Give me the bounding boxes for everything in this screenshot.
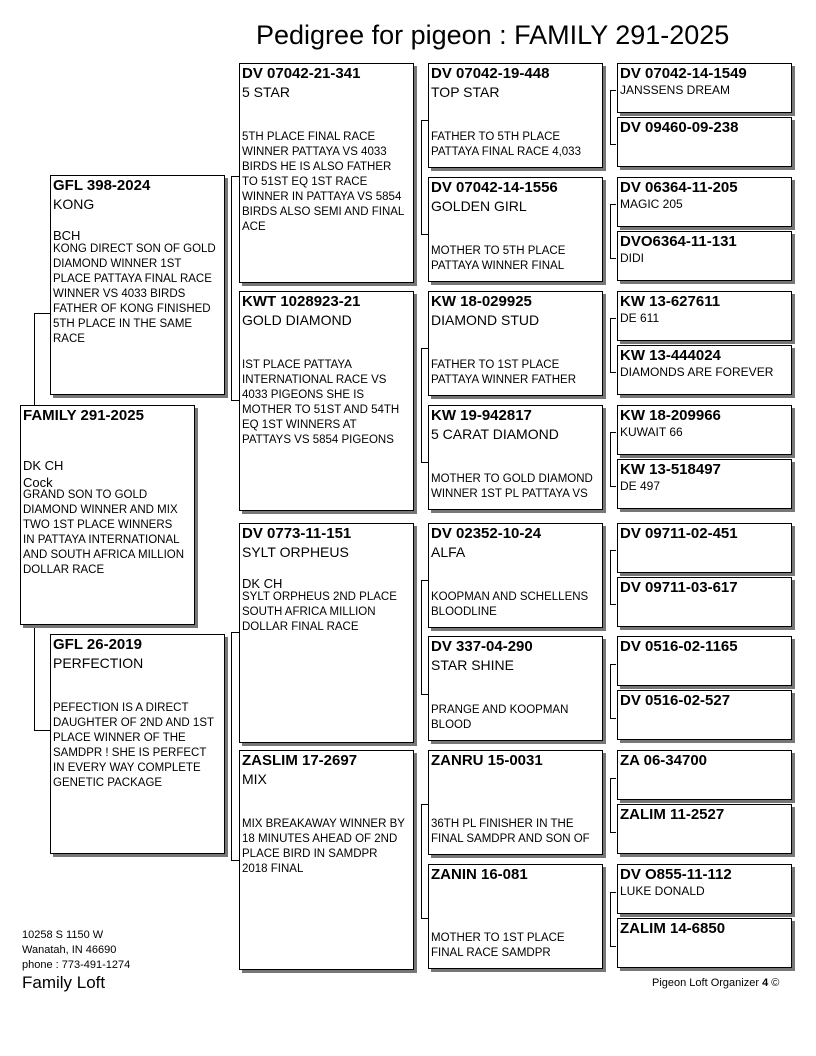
connector-line [231, 400, 239, 401]
gen4-name: DE 611 [620, 311, 660, 325]
gen4-box[interactable] [617, 63, 792, 113]
connector-line [231, 632, 239, 633]
sire-color: BCH [53, 228, 81, 243]
gen4-name: MAGIC 205 [620, 197, 683, 211]
connector-line [610, 144, 616, 145]
gen4-box[interactable] [617, 291, 792, 341]
connector-line [421, 580, 422, 694]
gen4-box[interactable] [617, 231, 792, 281]
gen4-ring: KW 13-627611 [620, 293, 721, 310]
dam-ring: GFL 26-2019 [53, 636, 142, 653]
dam-name: PERFECTION [53, 655, 144, 671]
connector-line [610, 318, 616, 319]
gen4-box[interactable] [617, 636, 792, 686]
connector-line [34, 628, 35, 730]
gen4-box[interactable] [617, 804, 792, 854]
gen4-ring: KW 18-209966 [620, 407, 721, 424]
great-grandparent-box[interactable] [428, 291, 603, 396]
gen4-ring: ZA 06-34700 [620, 752, 707, 769]
connector-line [610, 664, 611, 718]
great-grandparent-name: GOLDEN GIRL [431, 198, 527, 214]
grandparent-notes: SYLT ORPHEUS 2ND PLACE SOUTH AFRICA MILLION DOLLAR FINAL RACE [242, 591, 397, 633]
great-grandparent-notes: MOTHER TO GOLD DIAMOND WINNER 1ST PL PATTAYA VS [431, 473, 593, 500]
great-grandparent-box[interactable] [428, 405, 603, 510]
gen4-box[interactable] [617, 345, 792, 395]
footer-copyright: © [771, 977, 780, 989]
great-grandparent-ring: DV 07042-19-448 [431, 65, 550, 82]
grandparent-ring: ZASLIM 17-2697 [242, 752, 358, 769]
connector-line [231, 860, 239, 861]
gen4-box[interactable] [617, 918, 792, 968]
grandparent-box[interactable] [239, 523, 414, 743]
connector-line [610, 604, 616, 605]
dam-notes: PEFECTION IS A DIRECT DAUGHTER OF 2ND AND 1ST PLACE WINNER OF THE SAMDPR ! SHE IS PERFECT IN EVERY WAY COMPLETE GENETIC PACKAGE [53, 702, 215, 789]
gen4-ring: ZALIM 11-2527 [620, 806, 725, 823]
great-grandparent-name: 5 CARAT DIAMOND [431, 426, 559, 442]
gen4-box[interactable] [617, 690, 792, 740]
grandparent-name: GOLD DIAMOND [242, 312, 352, 328]
grandparent-ring: DV 0773-11-151 [242, 525, 352, 542]
gen4-name: DE 497 [620, 479, 661, 493]
grandparent-notes: 5TH PLACE FINAL RACE WINNER PATTAYA VS 4033 BIRDS HE IS ALSO FATHER TO 51ST EQ 1ST RACE WINNER IN PATTAYA VS 5854 BIRDS ALSO SEMI AND FINAL ACE [242, 131, 405, 233]
gen4-ring: DV 06364-11-205 [620, 179, 738, 196]
great-grandparent-notes: MOTHER TO 1ST PLACE FINAL RACE SAMDPR [431, 932, 565, 959]
connector-line [610, 486, 616, 487]
subject-box[interactable] [20, 405, 195, 625]
dam-box[interactable] [50, 634, 225, 854]
connector-line [421, 348, 422, 462]
gen4-box[interactable] [617, 117, 792, 167]
great-grandparent-name: ALFA [431, 544, 466, 560]
gen4-ring: DV 0516-02-1165 [620, 638, 738, 655]
connector-line [610, 204, 616, 205]
great-grandparent-box[interactable] [428, 63, 603, 168]
sire-ring: GFL 398-2024 [53, 177, 151, 194]
grandparent-color: DK CH [242, 576, 283, 591]
gen4-name: JANSSENS DREAM [620, 83, 731, 97]
great-grandparent-notes: FATHER TO 1ST PLACE PATTAYA WINNER FATHER [431, 359, 577, 386]
great-grandparent-name: TOP STAR [431, 84, 500, 100]
connector-line [610, 892, 611, 946]
great-grandparent-box[interactable] [428, 177, 603, 282]
loft-address [22, 928, 130, 973]
connector-line [610, 550, 616, 551]
connector-line [421, 804, 422, 918]
footer-version: 4 [762, 977, 769, 989]
connector-line [610, 778, 616, 779]
connector-line [610, 90, 616, 91]
connector-line [610, 432, 616, 433]
gen4-ring: DV 09711-03-617 [620, 579, 738, 596]
footer-app-name: Pigeon Loft Organizer [652, 977, 760, 989]
grandparent-name: 5 STAR [242, 84, 290, 100]
gen4-box[interactable] [617, 459, 792, 509]
gen4-ring: DV O855-11-112 [620, 866, 732, 883]
connector-line [610, 664, 616, 665]
connector-line [610, 372, 616, 373]
great-grandparent-notes: KOOPMAN AND SCHELLENS BLOODLINE [431, 591, 589, 618]
great-grandparent-ring: KW 19-942817 [431, 407, 532, 424]
connector-line [610, 892, 616, 893]
connector-line [610, 258, 616, 259]
gen4-box[interactable] [617, 577, 792, 627]
gen4-box[interactable] [617, 177, 792, 227]
great-grandparent-notes: FATHER TO 5TH PLACE PATTAYA FINAL RACE 4,033 [431, 131, 581, 158]
connector-line [421, 120, 422, 234]
grandparent-ring: DV 07042-21-341 [242, 65, 361, 82]
great-grandparent-name: STAR SHINE [431, 657, 514, 673]
sire-name: KONG [53, 196, 95, 212]
gen4-ring: KW 13-444024 [620, 347, 721, 364]
gen4-ring: DV 09460-09-238 [620, 119, 739, 136]
great-grandparent-ring: DV 07042-14-1556 [431, 179, 558, 196]
connector-line [610, 432, 611, 486]
grandparent-box[interactable] [239, 750, 414, 970]
connector-line [34, 313, 35, 405]
gen4-name: DIAMONDS ARE FOREVER [620, 365, 774, 379]
grandparent-notes: IST PLACE PATTAYA INTERNATIONAL RACE VS 4033 PIGEONS SHE IS MOTHER TO 51ST AND 54TH EQ 1ST WINNERS AT PATTAYS VS 5854 PIGEONS [242, 359, 400, 446]
footer-credit [652, 977, 779, 989]
connector-line [231, 632, 232, 860]
connector-line [610, 718, 616, 719]
subject-sex: Cock [23, 475, 53, 490]
great-grandparent-box[interactable] [428, 523, 603, 628]
gen4-name: DIDI [620, 251, 644, 265]
gen4-box[interactable] [617, 864, 792, 914]
great-grandparent-name: DIAMOND STUD [431, 312, 540, 328]
great-grandparent-ring: ZANIN 16-081 [431, 866, 528, 883]
sire-notes: KONG DIRECT SON OF GOLD DIAMOND WINNER 1ST PLACE PATTAYA FINAL RACE WINNER VS 4033 BIRDS FATHER OF KONG FINISHED 5TH PLACE IN THE SAME RACE [53, 243, 216, 345]
connector-line [610, 204, 611, 258]
grandparent-ring: KWT 1028923-21 [242, 293, 361, 310]
great-grandparent-ring: DV 02352-10-24 [431, 525, 542, 542]
grandparent-name: SYLT ORPHEUS [242, 544, 349, 560]
grandparent-box[interactable] [239, 63, 414, 283]
subject-notes: GRAND SON TO GOLD DIAMOND WINNER AND MIX TWO 1ST PLACE WINNERS IN PATTAYA INTERNATIONAL AND SOUTH AFRICA MILLION DOLLAR RACE [23, 489, 185, 576]
address-line-1: 10258 S 1150 W [22, 929, 104, 941]
great-grandparent-notes: PRANGE AND KOOPMAN BLOOD [431, 704, 569, 731]
gen4-name: KUWAIT 66 [620, 425, 683, 439]
grandparent-box[interactable] [239, 291, 414, 511]
connector-line [610, 832, 616, 833]
great-grandparent-ring: ZANRU 15-0031 [431, 752, 543, 769]
great-grandparent-notes: MOTHER TO 5TH PLACE PATTAYA WINNER FINAL [431, 245, 566, 272]
gen4-ring: DV 0516-02-527 [620, 692, 731, 709]
connector-line [610, 550, 611, 604]
connector-line [610, 946, 616, 947]
sire-box[interactable] [50, 175, 225, 395]
connector-line [231, 176, 232, 400]
gen4-box[interactable] [617, 750, 792, 800]
phone-number: phone : 773-491-1274 [22, 959, 131, 971]
connector-line [610, 318, 611, 372]
grandparent-notes: MIX BREAKAWAY WINNER BY 18 MINUTES AHEAD OF 2ND PLACE BIRD IN SAMDPR 2018 FINAL [242, 818, 405, 875]
address-line-2: Wanatah, IN 46690 [22, 944, 117, 956]
great-grandparent-ring: DV 337-04-290 [431, 638, 533, 655]
great-grandparent-notes: 36TH PL FINISHER IN THE FINAL SAMDPR AND SON OF [431, 818, 590, 845]
gen4-ring: KW 13-518497 [620, 461, 721, 478]
great-grandparent-box[interactable] [428, 636, 603, 741]
connector-line [610, 778, 611, 832]
great-grandparent-box[interactable] [428, 750, 603, 855]
gen4-box[interactable] [617, 523, 792, 573]
subject-ring: FAMILY 291-2025 [23, 407, 144, 424]
gen4-name: LUKE DONALD [620, 884, 705, 898]
gen4-ring: DVO6364-11-131 [620, 233, 737, 250]
connector-line [231, 176, 239, 177]
subject-color: DK CH [23, 458, 64, 473]
page-title: Pedigree for pigeon : FAMILY 291-2025 [256, 20, 730, 50]
gen4-ring: ZALIM 14-6850 [620, 920, 726, 937]
grandparent-name: MIX [242, 771, 267, 787]
loft-name: Family Loft [22, 973, 106, 992]
great-grandparent-box[interactable] [428, 864, 603, 969]
gen4-box[interactable] [617, 405, 792, 455]
gen4-ring: DV 09711-02-451 [620, 525, 738, 542]
connector-line [610, 90, 611, 144]
gen4-ring: DV 07042-14-1549 [620, 65, 747, 82]
great-grandparent-ring: KW 18-029925 [431, 293, 532, 310]
